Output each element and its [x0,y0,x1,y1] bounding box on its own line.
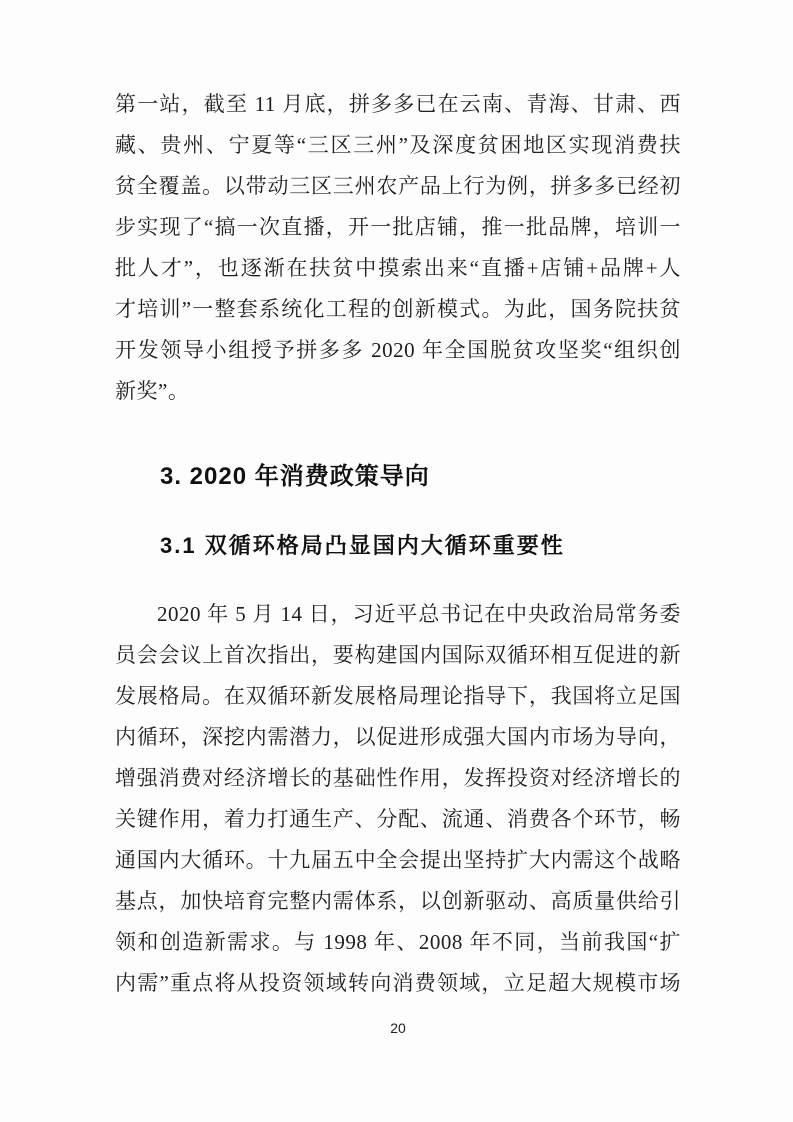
text-line: 基点，加快培育完整内需体系，以创新驱动、高质量供给引 [115,889,681,913]
text-line: 贫全覆盖。以带动三区三州农产品上行为例，拼多多已经初 [115,174,681,198]
section-heading: 3. 2020 年消费政策导向 [160,463,430,490]
text-line: 发展格局。在双循环新发展格局理论指导下，我国将立足国 [115,684,681,708]
text-line: 员会会议上首次指出，要构建国内国际双循环相互促进的新 [115,643,681,667]
page-number: 20 [390,1020,406,1036]
text-line: 新奖”。 [115,379,190,403]
text-line: 增强消费对经济增长的基础性作用，发挥投资对经济增长的 [115,766,681,790]
text-line: 内循环，深挖内需潜力，以促进形成强大国内市场为导向， [115,725,681,749]
text-line: 开发领导小组授予拼多多 2020 年全国脱贫攻坚奖“组织创 [115,338,681,362]
text-line: 领和创造新需求。与 1998 年、2008 年不同，当前我国“扩 [115,930,681,954]
paragraph-dual-circulation [115,594,681,1004]
text-line: 批人才”，也逐渐在扶贫中摸索出来“直播+店铺+品牌+人 [115,256,681,280]
text-line: 藏、贵州、宁夏等“三区三州”及深度贫困地区实现消费扶 [115,133,681,157]
text-line: 第一站，截至 11 月底，拼多多已在云南、青海、甘肃、西 [115,92,681,116]
text-line: 关键作用，着力打通生产、分配、流通、消费各个环节，畅 [115,807,681,831]
text-line: 内需”重点将从投资领域转向消费领域，立足超大规模市场 [115,971,681,995]
subsection-heading: 3.1 双循环格局凸显国内大循环重要性 [160,533,565,558]
text-line: 通国内大循环。十九届五中全会提出坚持扩大内需这个战略 [115,848,681,872]
text-line: 2020 年 5 月 14 日，习近平总书记在中央政治局常务委 [157,602,681,626]
text-line: 才培训”一整套系统化工程的创新模式。为此，国务院扶贫 [115,297,681,321]
paragraph-poverty-alleviation [115,84,681,412]
text-line: 步实现了“搞一次直播，开一批店铺，推一批品牌，培训一 [115,215,681,239]
